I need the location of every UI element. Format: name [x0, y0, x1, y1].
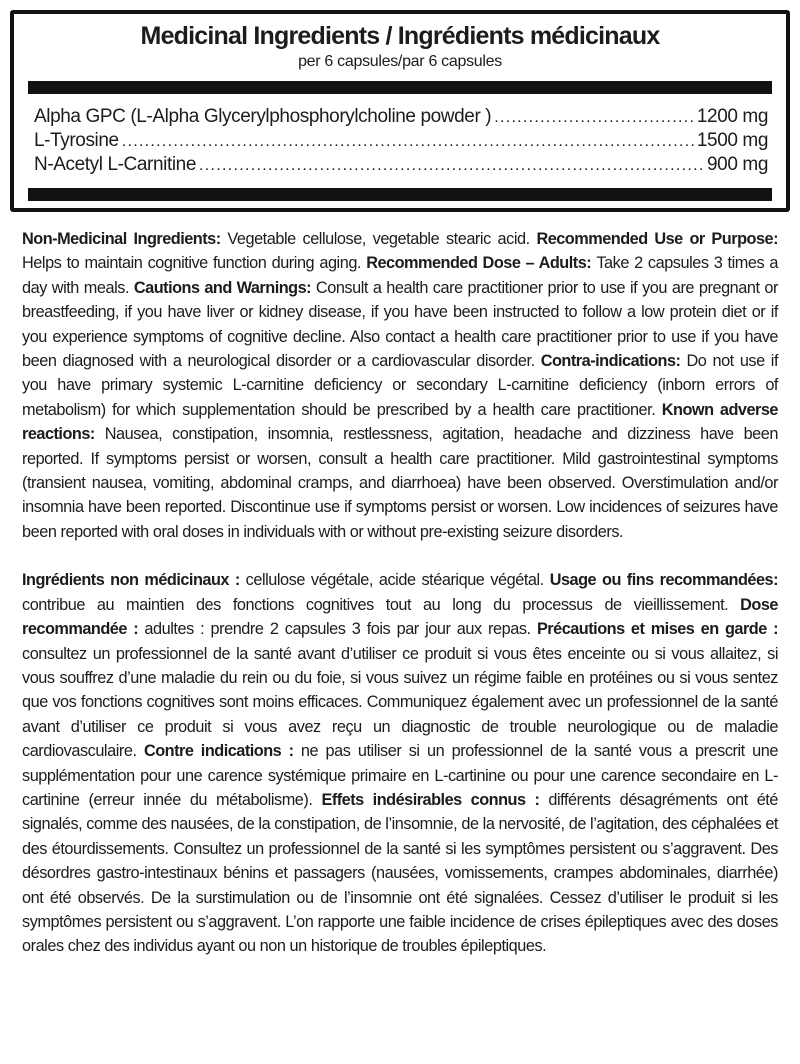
ingredient-name: L-Tyrosine — [34, 130, 119, 151]
ingredient-name: Alpha GPC (L-Alpha Glycerylphosphorylcholine powder ) — [34, 106, 492, 127]
dot-leader — [494, 105, 694, 129]
section-heading: Cautions and Warnings: — [133, 278, 316, 297]
table-row — [34, 153, 768, 177]
medicinal-ingredients-box — [10, 10, 790, 212]
separator-bar-bottom — [28, 188, 772, 201]
panel-title: Medicinal Ingredients / Ingrédients médicinaux — [140, 22, 660, 50]
section-heading: Précautions et mises en garde : — [536, 620, 778, 639]
ingredient-list — [14, 94, 786, 188]
section-heading: Recommended Dose – Adults: — [366, 254, 597, 273]
section-heading: Recommended Use or Purpose: — [536, 230, 778, 248]
section-text: Take 2 capsules 3 times a day with meals. — [22, 254, 779, 297]
section-heading: Dose recommandée : — [22, 595, 778, 639]
section-heading: Usage ou fins recommandées: — [549, 571, 778, 590]
table-row — [34, 129, 768, 153]
dot-leader — [122, 129, 694, 153]
ingredient-amount: 1200 mg — [696, 106, 768, 127]
non-medicinal-info-english — [0, 227, 800, 544]
separator-bar-top — [28, 81, 772, 94]
supplement-label — [0, 10, 800, 959]
section-heading: Non-Medicinal Ingredients: — [22, 230, 228, 248]
section-text: consultez un professionnel de la santé avant d’utiliser ce produit si vous êtes enceinte ou si vous allaitez, si vous souffrez d’une maladie du rein ou du foie, si vous suivez un régime faible en protéines ou si vous sentez que vos fonctions cognitives sont moins efficaces. Communiquez également avec un professionnel de la santé avant d’utiliser ce produit si vous avez reçu un diagnostic de trouble neurologique ou de maladie cardiovasculaire. — [22, 644, 778, 761]
section-heading: Effets indésirables connus : — [321, 790, 549, 809]
section-text: différents désagréments ont été signalés, comme des nausées, de la constipation, de l’insomnie, de la nervosité, de l’agitation, des céphalées et des étourdissements. Consultez un professionnel de la santé si les symptômes persistent ou s’aggravent. Des désordres gastro-intestinaux bénins et passagers (nausées, vomissements, crampes abdominales, diarrhée) ont été observés. De la surstimulation ou de l’insomnie ont été signalées. Cessez d’utiliser le produit si les symptômes persistent ou s’aggravent. L’on rapporte une faible incidence de crises épileptiques avec des doses orales chez des individus ayant ou non un historique de troubles épileptiques. — [22, 790, 778, 956]
non-medicinal-info-french — [0, 568, 800, 959]
section-heading: Contre indications : — [143, 742, 301, 761]
section-text: Consult a health care practitioner prior to use if you are pregnant or breastfeeding, if you have liver or kidney disease, if you have been instructed to follow a low protein diet or if you experience symptoms of cognitive decline. Also contact a health care practitioner prior to use if you have been diagnosed with a neurological disorder or a cardiovascular disorder. — [22, 278, 779, 371]
section-text: Nausea, constipation, insomnia, restlessness, agitation, headache and dizziness have been reported. If symptoms persist or worsen, consult a health care practitioner. Mild gastrointestinal symptoms (transient nausea, vomiting, abdominal cramps, and diarrhoea) have been observed. Overstimulation and/or insomnia have been reported. Discontinue use if symptoms persist or worsen. Low incidences of seizures have been reported with oral doses in individuals with or without pre-existing seizure disorders. — [22, 425, 778, 541]
dot-leader — [199, 153, 704, 177]
ingredient-amount: 1500 mg — [696, 130, 768, 151]
section-heading: Ingrédients non médicinaux : — [22, 571, 246, 590]
section-text: Vegetable cellulose, vegetable stearic acid. — [227, 230, 537, 248]
section-text: Helps to maintain cognitive function during aging. — [22, 254, 367, 273]
section-text: adultes : prendre 2 capsules 3 fois par jour aux repas. — [144, 620, 537, 639]
ingredient-amount: 900 mg — [707, 154, 768, 175]
section-text: Do not use if you have primary systemic L-carnitine deficiency or secondary L-carnitine deficiency (inborn errors of metabolism) for which supplementation should be prescribed by a health care practitioner. — [22, 352, 779, 419]
section-text: contribue au maintien des fonctions cognitives tout au long du processus de vieillissement. — [22, 595, 741, 614]
ingredient-name: N-Acetyl L-Carnitine — [34, 154, 196, 175]
section-heading: Known adverse reactions: — [22, 400, 778, 444]
section-text: ne pas utiliser si un professionnel de la santé vous a prescrit une supplémentation pour une carence systémique primaire en L-cartinine ou pour une carence secondaire en L-cartinine (erreur innée du métabolisme). — [22, 742, 778, 809]
section-heading: Contra-indications: — [540, 352, 687, 371]
section-text: cellulose végétale, acide stéarique végétal. — [245, 571, 550, 590]
panel-subtitle: per 6 capsules/par 6 capsules — [298, 53, 502, 70]
table-row — [34, 105, 768, 129]
